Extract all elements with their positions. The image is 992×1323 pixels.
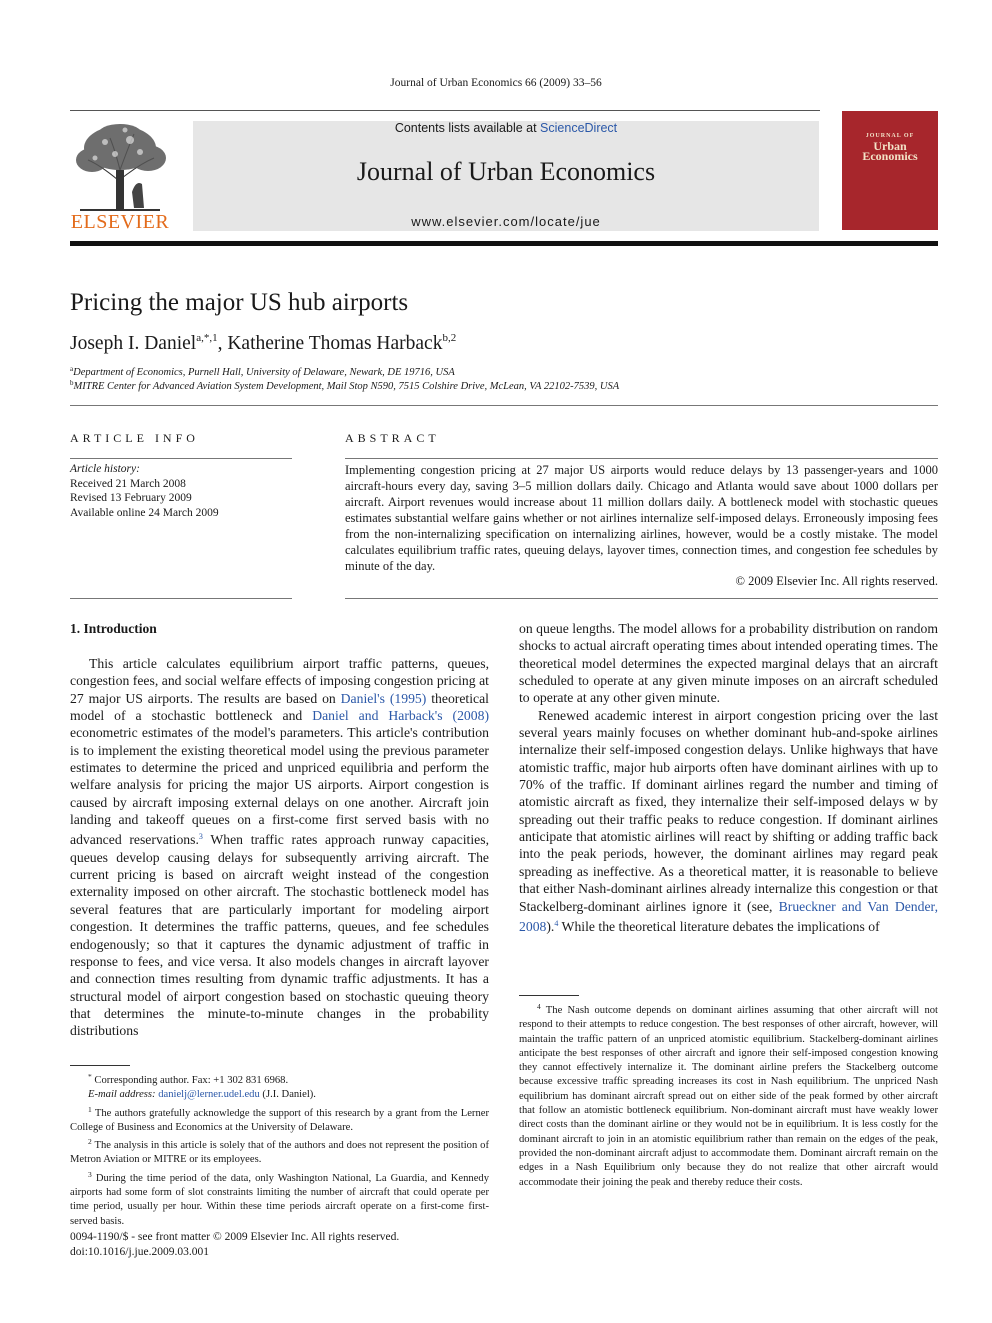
footnote: $^2$ The analysis in this article is solely that of the authors and does not represent the position of Metron Aviation or MITRE or its employees. [70,1137,489,1166]
history-received: Received 21 March 2008 [70,477,186,490]
issn-line: 0094-1190/$ - see front matter © 2009 Elsevier Inc. All rights reserved. [70,1231,400,1243]
article-title: Pricing the major US hub airports [70,289,409,316]
front-matter [70,1230,399,1260]
history-revised: Revised 13 February 2009 [70,492,192,505]
journal-banner [193,121,819,231]
affil-text: MITRE Center for Advanced Aviation System Development, Mail Stop N590, 7515 Colshire Drive, McLean, VA 22102-7539, USA [73,381,620,392]
footnote: E-mail address: danielj@lerner.udel.edu (J.I. Daniel). [88,1089,316,1101]
sciencedirect-link[interactable]: ScienceDirect [540,121,618,135]
footnote: $^3$ During the time period of the data, only Washington National, La Guardia, and Kennedy airports had some form of slot constraints limiting the number of aircraft that could operate per time period, usually per hour. Within these time periods aircraft operate on a first-come first-served basis. [70,1169,489,1227]
author-name: Joseph I. Daniel [70,333,197,354]
contents-line [193,121,819,135]
footnote-rule [70,1065,130,1066]
header-rule [70,110,820,111]
paragraph: Renewed academic interest in airport congestion pricing over the last several years mainly focuses on whether dominant hub-and-spoke airlines internalize their self-imposed congestion delays. Unlike highways that have atomistic traffic, major hub airports often have dominant airlines with up to 70% of the traffic. If dominant airlines regard the number and timing of atomistic aircraft as fixed, they internalize their self-imposed delays w by spreading out their traffic peaks to reduce congestion. If dominant airlines anticipate that atomistic airlines will react by shifting or adding traffic back into the peak periods, however, the dominant airlines may regard peak spreading as ineffective. As a theoretical matter, it is reasonable to believe that either Nash-dominant airlines already internalize this congestion or that Stackelberg-dominant airlines ignore it (see, Brueckner and Van Dender, 2008).$^4$ While the theoretical literature debates the implications of [519,707,938,934]
footnote-link[interactable]: 4 [554,918,559,928]
section-heading: 1. Introduction [70,621,157,636]
footnote: $^4$ The Nash outcome depends on dominant airlines assuming that other aircraft will not respond to their attempts to reduce congestion. The best responses of other aircraft, however, will maintain the traffic pattern of an unpriced atomistic equilibrium. Stackelberg-dominant airlines anticipate the best responses of other aircraft and ignore their self-imposed congestion knowing they cannot effectively internalize it. The dominant airline prefers the Stackelberg outcome because excessive traffic spreading increases its cost in Nash equilibrium. The unpriced Nash equilibrium has dominant aircraft spread out on either side of the peak formed by other aircraft that follow an atomistic bottleneck equilibrium. Non-dominant aircraft must have weakly lower direct costs than the dominant airline or they would not be in equilibrium. It is less costly for the dominant aircraft to join in an atomistic equilibrium rather than remain on the edges of the peak, provided the non-dominant aircraft adjust to accommodate them. Dominant aircraft remain on the edges in a Nash Equilibrium only because they do not realize that other aircraft would accommodate their joining the peak and thereby reduce their costs. [519,1002,938,1188]
affil-mark: a [70,365,74,373]
email-link[interactable]: danielj@lerner.udel.edu [158,1089,260,1101]
article-history [70,462,219,520]
paragraph: on queue lengths. The model allows for a probability distribution on random shocks to actual aircraft operating times about intended operating times. The theoretical model determines the expected marginal delays that an aircraft scheduled to operate at any given minute imposes on an aircraft scheduled to operate at any other given minute. [519,621,938,706]
divider [70,458,292,459]
author-separator: , [217,333,228,354]
cover-line1: JOURNAL OF [865,133,915,139]
footnote-link[interactable]: 3 [198,832,203,842]
citation-link[interactable]: Brueckner and Van Dender, 2008 [519,898,938,934]
header-thick-rule [70,241,938,246]
author-affil-mark: b,2 [442,332,457,344]
author-name: Katherine Thomas Harback [227,333,443,354]
footnote: $^1$ The authors gratefully acknowledge the support of this research by a grant from the Lerner College of Business and Economics at the University of Delaware. [70,1104,489,1133]
left-column-body [70,655,489,1040]
cover-title [842,131,938,161]
abstract-label: ABSTRACT [345,431,440,445]
right-column-body [519,620,938,935]
right-footnotes [519,1000,938,1190]
history-label: Article history: [70,463,140,475]
journal-reference: Journal of Urban Economics 66 (2009) 33–56 [390,77,602,89]
abstract-copyright: © 2009 Elsevier Inc. All rights reserved. [735,574,938,588]
affiliation-b [70,379,619,392]
cover-line3: Economics [862,149,918,163]
affiliation-a [70,365,455,378]
journal-title: Journal of Urban Economics [356,157,656,186]
footnote: * Corresponding author. Fax: +1 302 831 6968. [88,1072,289,1086]
elsevier-logo [70,120,170,232]
divider [70,405,938,406]
affil-mark: b [70,379,74,387]
journal-cover [842,111,938,230]
divider [70,598,292,599]
divider [345,458,938,459]
affil-text: Department of Economics, Purnell Hall, University of Delaware, Newark, DE 19716, USA [73,367,455,378]
citation-link[interactable]: Daniel and Harback's (2008) [312,708,489,724]
abstract-text: Implementing congestion pricing at 27 major US airports would reduce delays by 13 passenger-years and 1000 aircraft-hours every day, saving 3–5 million dollars daily. Chicago and Atlanta would save about 1000 dollars per aircraft. Airport revenues would increase about 11 million dollars daily. A bottleneck model with stochastic queues estimates substantial welfare gains whether or not airlines internalize self-imposed delays. Erroneously imposing fees from the non-internalizing specification on internalizing airlines, however, would be a costly mistake. The model calculates equilibrium traffic rates, queuing delays, layover times, connection times, and congestion fee schedules by minute of the day. [345,463,938,573]
author-affil-mark: a,*,1 [196,332,218,344]
divider [345,598,938,599]
footnote-rule [519,995,579,996]
author-list [70,332,456,355]
paragraph: This article calculates equilibrium airport traffic patterns, queues, congestion fees, and social welfare effects of imposing congestion pricing at 27 major US airports. The results are based on Daniel's (1995) theoretical model of a stochastic bottleneck and Daniel and Harback's (2008) econometric estimates of the model's parameters. This article's contribution is to implement the existing theoretical model using the previous parameter estimates to determine the priced and unpriced equilibria and perform the welfare analysis for pricing the major US airports. Airport congestion is caused by aircraft imposing external delays on one another. Aircraft join landing and takeoff queues on a first-come first served basis with no advanced reservations.$^3$ When traffic rates approach runway capacities, queues develop causing delays for subsequently arriving aircraft. The current pricing is based on aircraft weight instead of the congestion externality imposed on other aircraft. The stochastic bottleneck model has several features that are particularly important for modeling airport congestion. It determines the traffic patterns, queues, and fee schedules endogenously; so that it captures the dynamic adjustment of traffic in response to fees, and vice versa. It also models changes in aircraft layover and connection times resulting from dynamic traffic adjustments. It has a structural model of airport congestion based on stochastic queuing theory that determines the minute-to-minute changes in the probability distributions [70,656,489,1039]
history-online: Available online 24 March 2009 [70,506,219,519]
elsevier-wordmark: ELSEVIER [70,211,170,233]
doi-line: doi:10.1016/j.jue.2009.03.001 [70,1246,209,1258]
journal-url-link[interactable]: www.elsevier.com/locate/jue [411,214,601,229]
cover-line2: Urban [873,139,907,153]
elsevier-tree-icon [70,120,170,212]
citation-link[interactable]: Daniel's (1995) [340,690,427,706]
article-info-label: ARTICLE INFO [70,431,199,445]
contents-prefix: Contents lists available at [394,121,541,135]
left-footnotes [70,1070,489,1229]
